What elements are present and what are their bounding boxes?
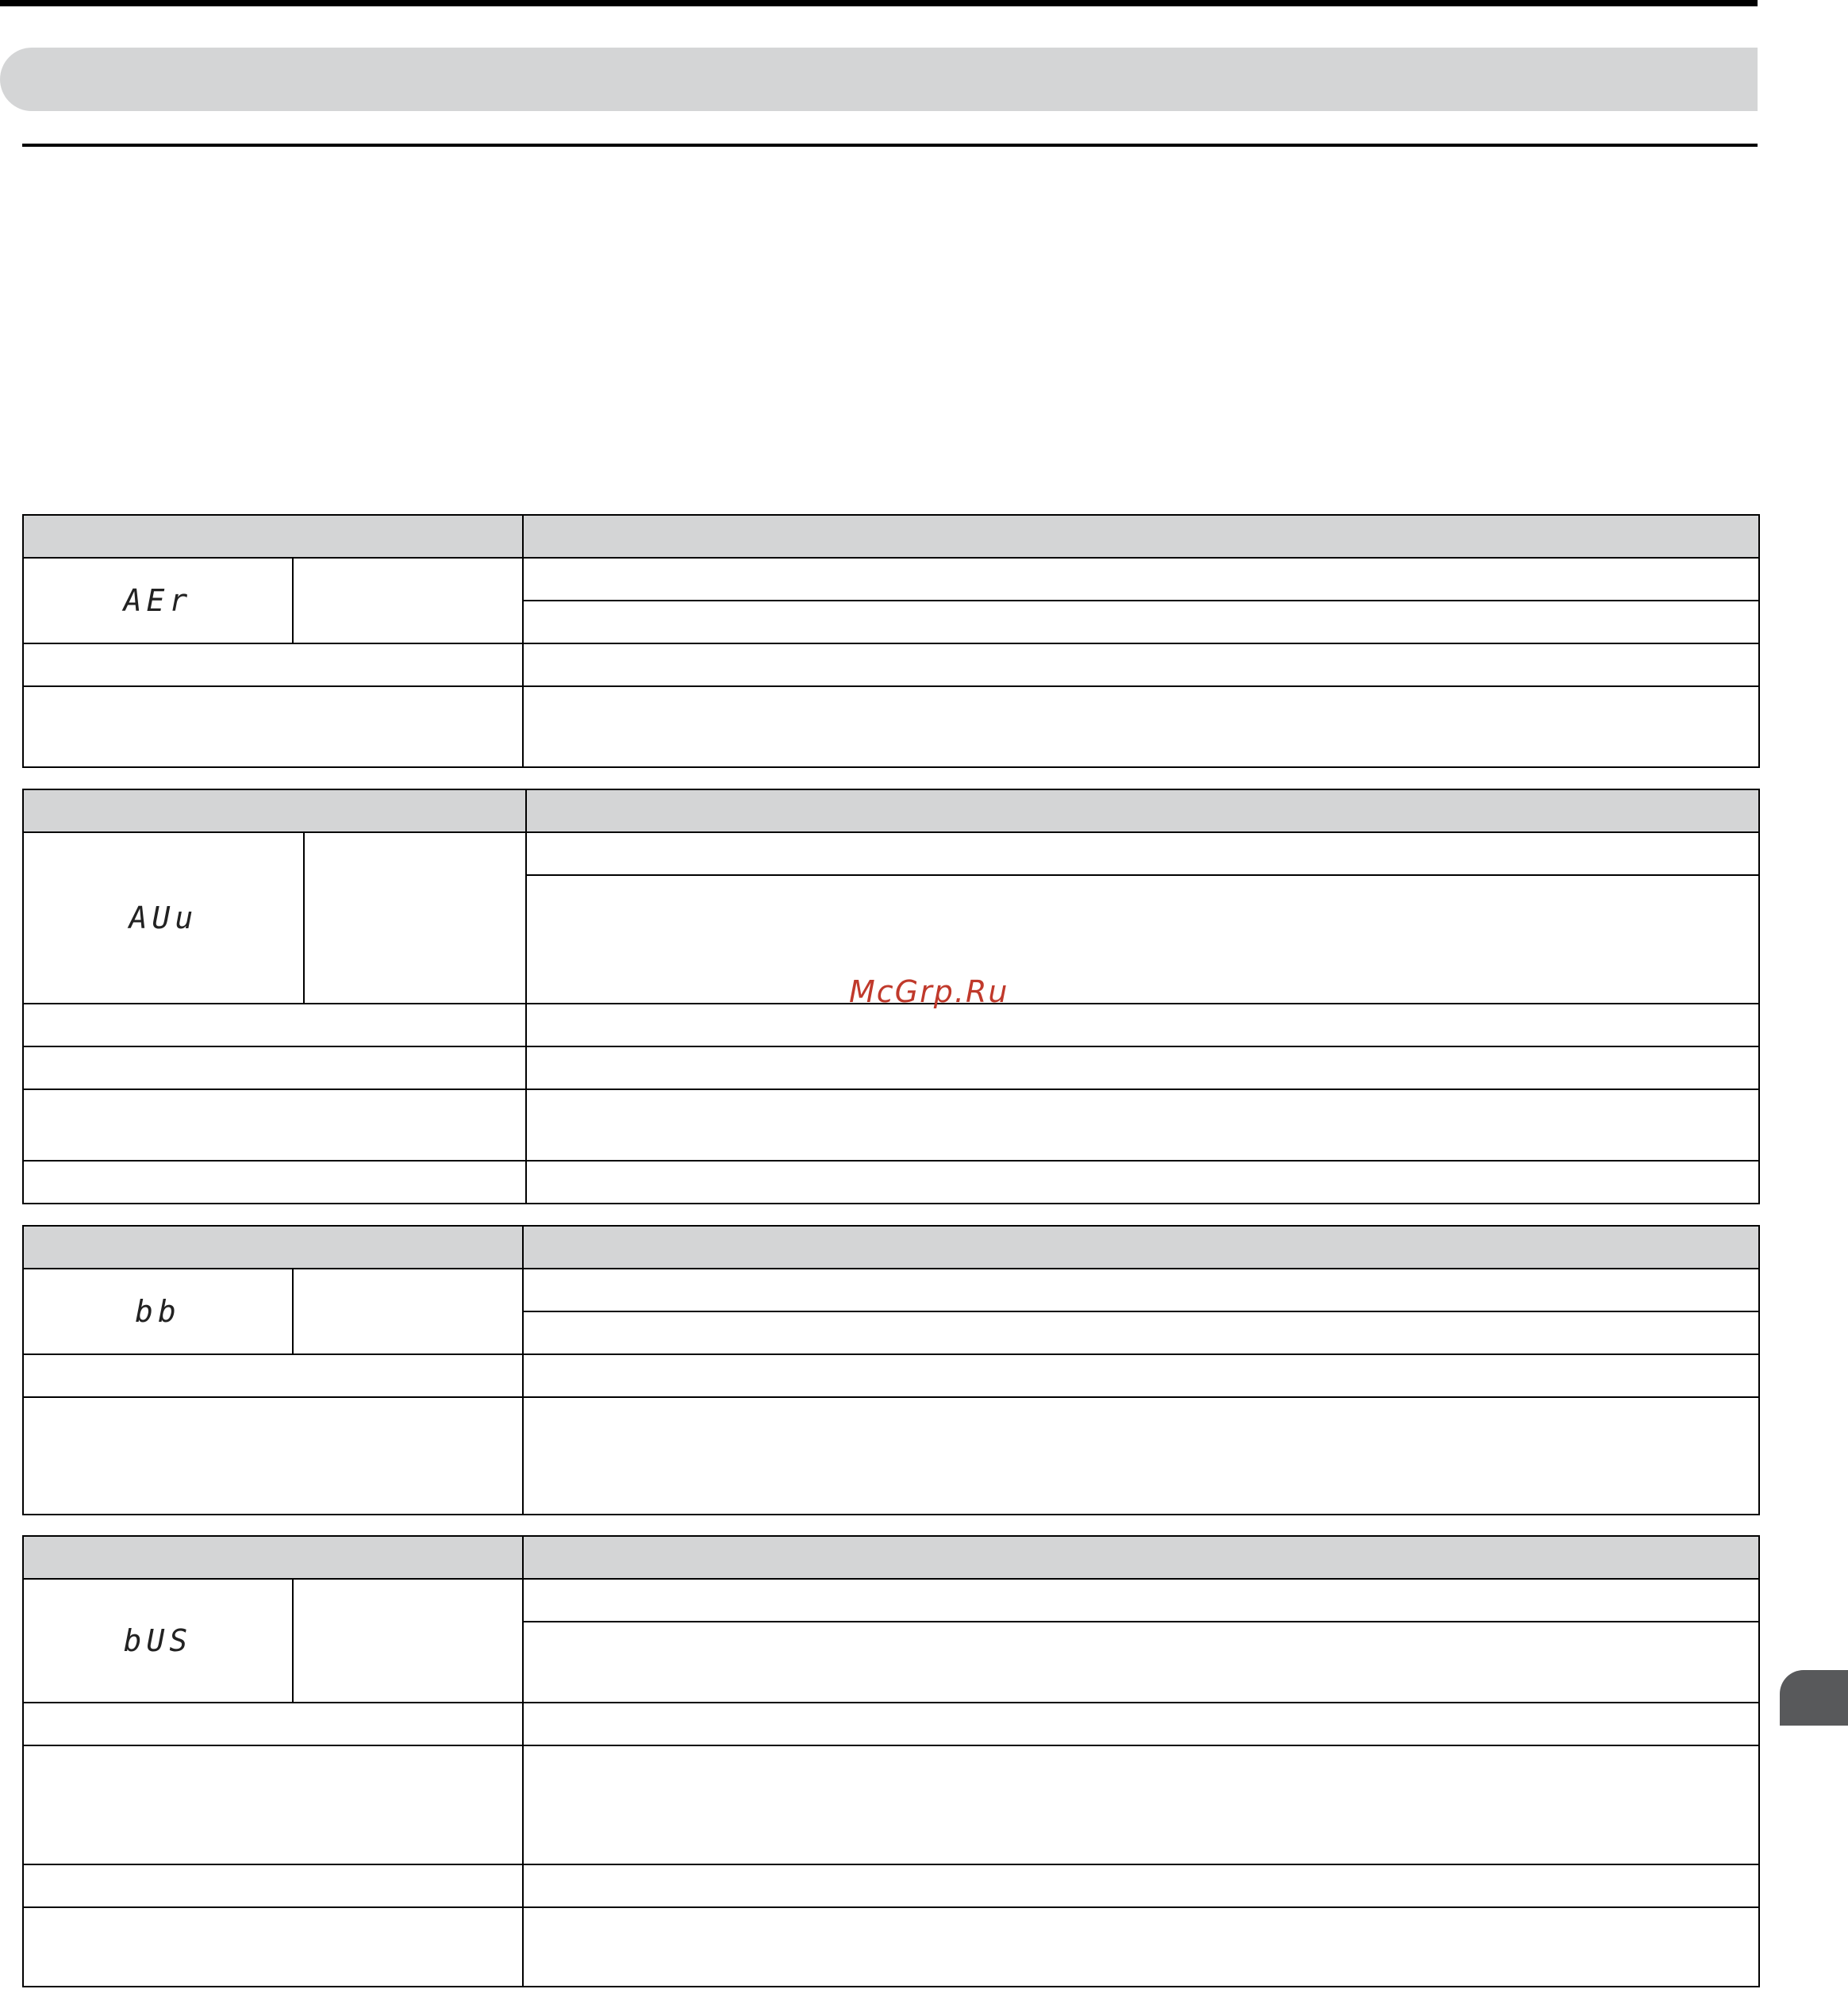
section-title-band <box>0 48 1758 111</box>
alarm-code-display <box>23 832 304 1004</box>
alarm-code: bUS <box>123 1623 193 1658</box>
alarm-code-display <box>23 1269 293 1354</box>
top-rule <box>0 0 1758 6</box>
watermark: McGrp.Ru <box>849 974 1009 1009</box>
chapter-tab <box>1780 1670 1848 1726</box>
alarm-code: AEr <box>123 583 193 618</box>
alarm-code: bb <box>135 1294 181 1329</box>
alarm-table-bus <box>22 1535 1760 1987</box>
alarm-code-display <box>23 558 293 643</box>
alarm-code-display <box>23 1579 293 1703</box>
alarm-table-bb <box>22 1225 1760 1515</box>
section-divider <box>22 144 1758 147</box>
alarm-table-aer <box>22 514 1760 768</box>
alarm-code: AUu <box>129 900 198 935</box>
